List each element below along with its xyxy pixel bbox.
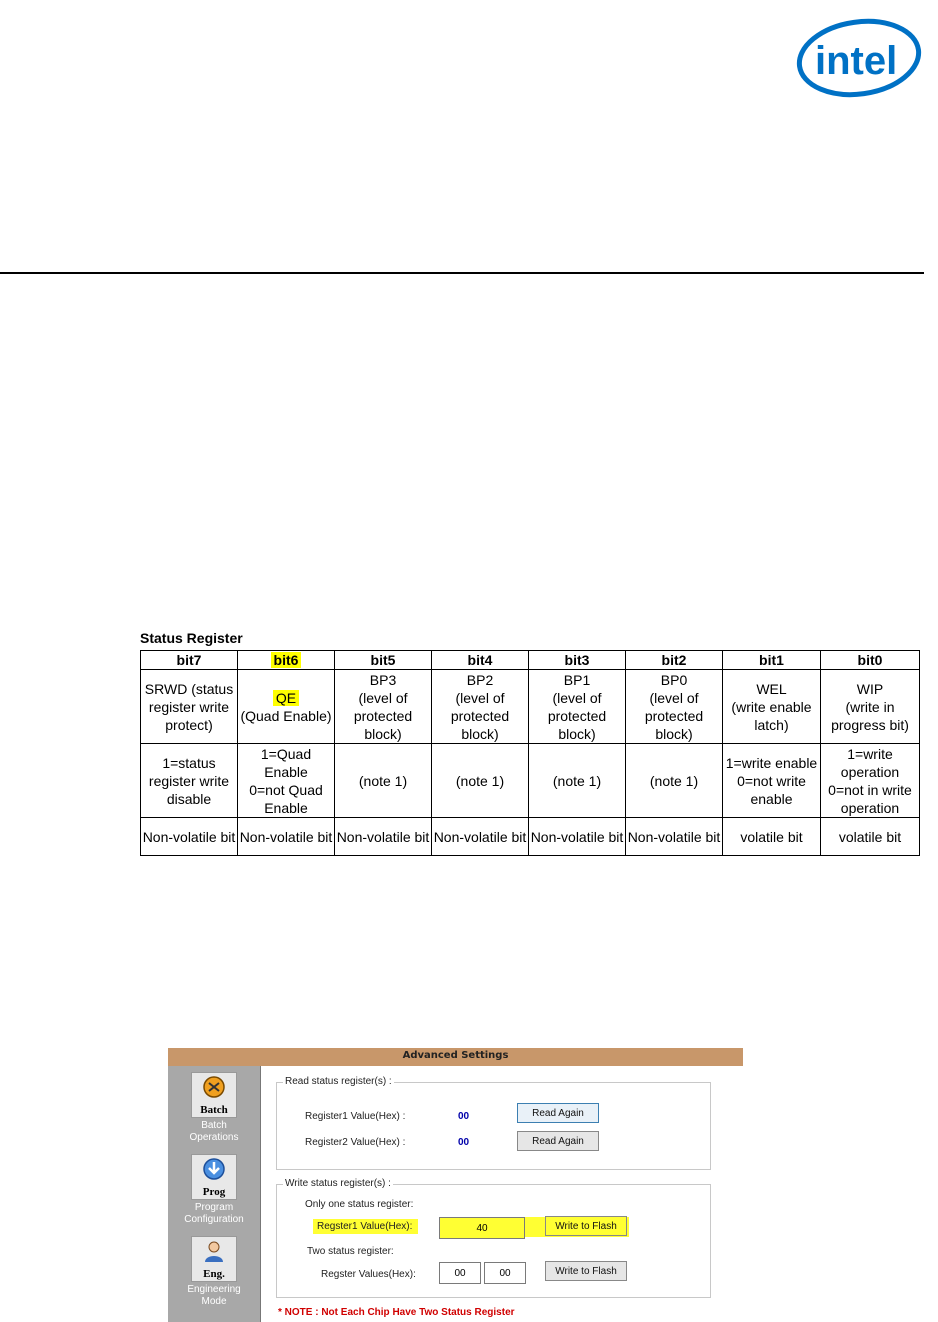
register2-value: 00 [458,1137,470,1148]
eng-button[interactable] [191,1236,237,1282]
register1-input[interactable]: 40 [439,1217,525,1239]
value-bit6: 1=Quad Enable 0=not Quad Enable [238,744,335,818]
type-row [141,818,920,856]
type-bit7: Non-volatile bit [141,818,238,856]
batch-label: Batch Operations [189,1120,239,1143]
eng-caption: Eng. [203,1268,225,1280]
name-bit6 [238,670,335,744]
status-register-table [140,650,920,856]
write-to-flash-button-1[interactable]: Write to Flash [545,1216,627,1236]
header-bit1: bit1 [723,651,821,670]
register-value-b-input[interactable]: 00 [484,1262,526,1284]
sidebar-item-batch[interactable] [168,1072,260,1144]
batch-button[interactable] [191,1072,237,1118]
read-again-button-1[interactable]: Read Again [517,1103,599,1123]
write-status-legend: Write status register(s) : [285,1178,391,1189]
value-bit4: (note 1) [432,744,529,818]
register2-label: Register2 Value(Hex) : [305,1137,406,1148]
header-divider [0,272,924,274]
header-bit0: bit0 [821,651,920,670]
read-status-legend: Read status register(s) : [285,1076,392,1087]
header-bit4: bit4 [432,651,529,670]
value-bit0: 1=write operation 0=not in write operation [821,744,920,818]
panel-title: Advanced Settings [168,1048,743,1066]
header-bit7: bit7 [141,651,238,670]
name-bit4: BP2 (level of protected block) [432,670,529,744]
type-bit5: Non-volatile bit [335,818,432,856]
register-value-a-input[interactable]: 00 [439,1262,481,1284]
status-register-title: Status Register [140,630,243,646]
value-bit1: 1=write enable 0=not write enable [723,744,821,818]
value-row [141,744,920,818]
only-one-register-label: Only one status register: [305,1199,414,1210]
name-bit2: BP0 (level of protected block) [626,670,723,744]
name-row [141,670,920,744]
prog-button[interactable] [191,1154,237,1200]
value-bit7: 1=status register write disable [141,744,238,818]
name-bit1: WEL (write enable latch) [723,670,821,744]
type-bit4: Non-volatile bit [432,818,529,856]
read-status-group [276,1076,711,1170]
type-bit3: Non-volatile bit [529,818,626,856]
header-bit3: bit3 [529,651,626,670]
header-bit5: bit5 [335,651,432,670]
sidebar [168,1066,261,1322]
name-bit7: SRWD (status register write protect) [141,670,238,744]
two-register-note: * NOTE : Not Each Chip Have Two Status Register [278,1307,515,1318]
register1-value: 00 [458,1111,470,1122]
value-bit2: (note 1) [626,744,723,818]
qe-highlight: QE [273,690,299,706]
bit6-highlight: bit6 [271,652,302,668]
value-bit3: (note 1) [529,744,626,818]
two-register-label: Two status register: [307,1246,394,1257]
sidebar-item-prog[interactable] [168,1154,260,1226]
sidebar-item-eng[interactable] [168,1236,260,1308]
person-icon [202,1239,226,1263]
header-bit6 [238,651,335,670]
register1-label: Register1 Value(Hex) : [305,1111,406,1122]
write-status-group [276,1178,711,1298]
type-bit0: volatile bit [821,818,920,856]
register-values-label: Regster Values(Hex): [321,1269,416,1280]
read-again-button-2[interactable]: Read Again [517,1131,599,1151]
eng-label: Engineering Mode [187,1284,241,1307]
batch-caption: Batch [200,1104,228,1116]
header-row [141,651,920,670]
write-to-flash-button-2[interactable]: Write to Flash [545,1261,627,1281]
intel-logo [795,16,923,98]
prog-caption: Prog [202,1186,226,1198]
name-bit0: WIP (write in progress bit) [821,670,920,744]
type-bit2: Non-volatile bit [626,818,723,856]
register1-write-label: Regster1 Value(Hex): [313,1219,418,1234]
name-bit5: BP3 (level of protected block) [335,670,432,744]
download-arrow-icon [202,1157,226,1181]
type-bit1: volatile bit [723,818,821,856]
type-bit6: Non-volatile bit [238,818,335,856]
name-bit6-desc: (Quad Enable) [240,707,332,724]
header-bit2: bit2 [626,651,723,670]
batch-icon [202,1075,226,1099]
name-bit3: BP1 (level of protected block) [529,670,626,744]
advanced-settings-panel [168,1048,743,1322]
svg-text:intel: intel [815,39,898,83]
value-bit5: (note 1) [335,744,432,818]
prog-label: Program Configuration [184,1202,244,1225]
